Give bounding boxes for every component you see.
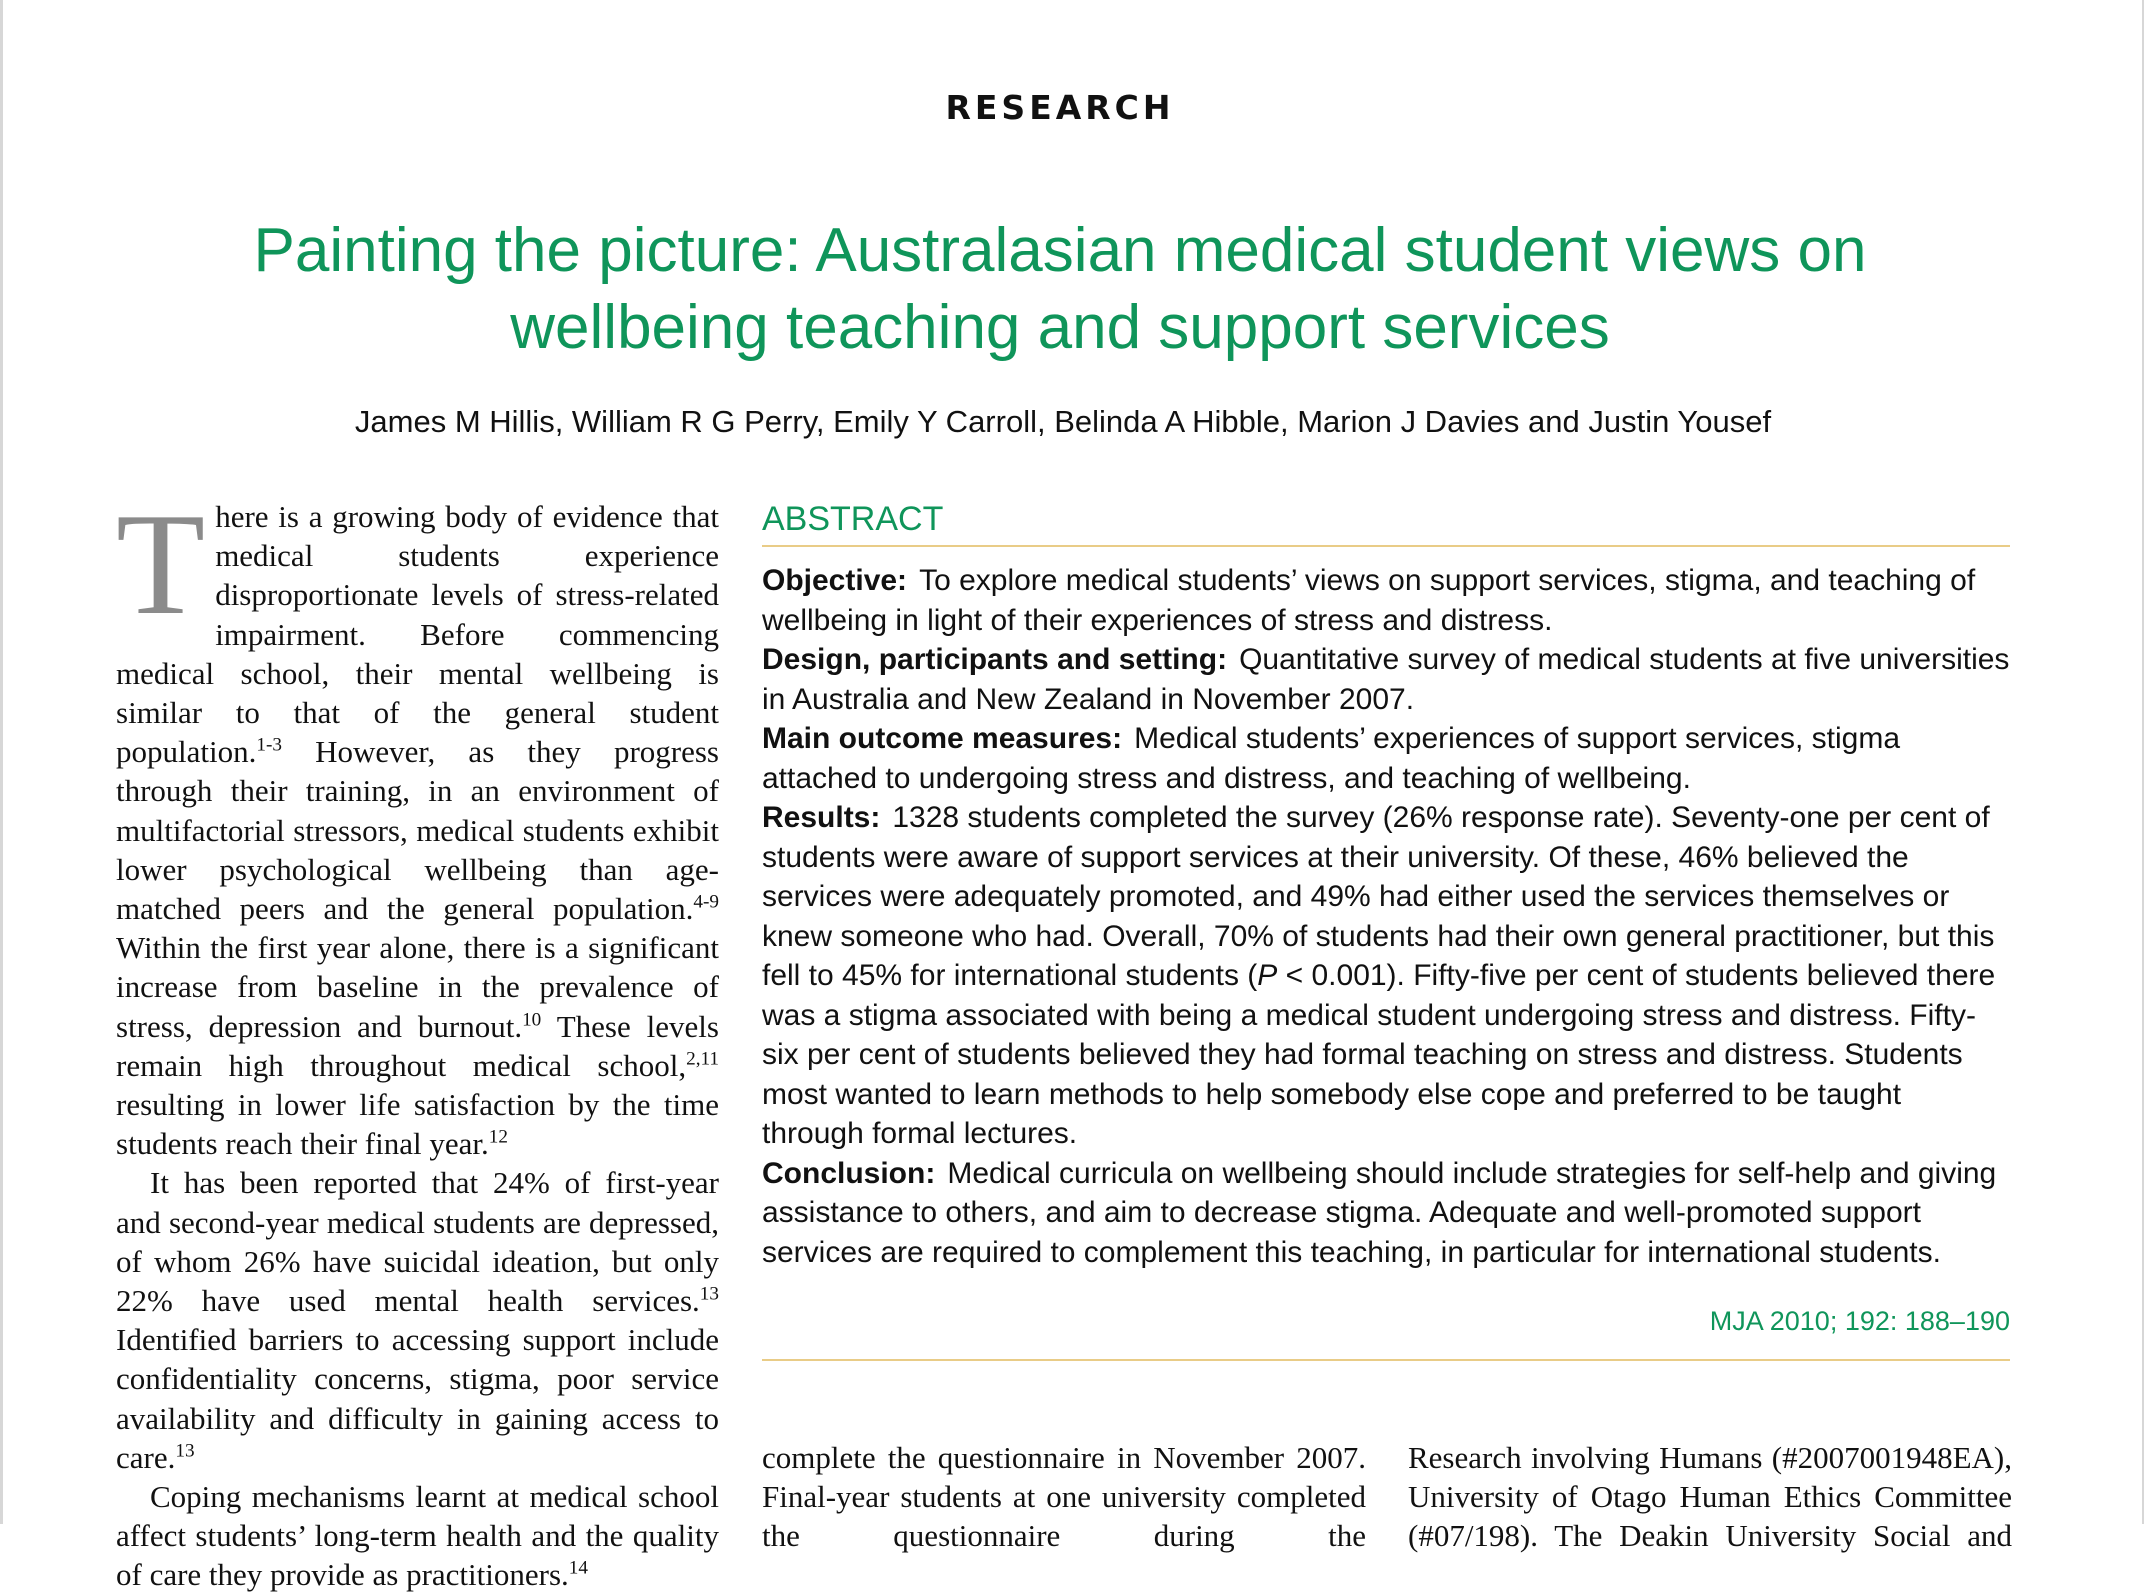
drop-cap: T <box>116 483 206 645</box>
abstract-heading: ABSTRACT <box>762 500 2010 547</box>
citation-ref[interactable]: 14 <box>568 1558 588 1580</box>
body-text-fragment: Research involving Humans (#2007001948EA), University of Otago Human Ethics Committee (#07/198). The Deakin University Social and <box>1408 1440 2012 1554</box>
body-text-fragment: complete the questionnaire in November 2007. Final-year students at one university completed the questionnaire during the <box>762 1440 1366 1554</box>
body-paragraph-3: Coping mechanisms learnt at medical school affect students’ long-term health and the quality of care they provide as practitioners.$^{14}$ <box>116 1479 719 1593</box>
citation-ref[interactable]: 13 <box>699 1283 719 1305</box>
abstract-label: Design, participants and setting: <box>762 643 1228 676</box>
abstract-objective: Objective: To explore medical students’ views on support services, stigma, and teaching of wellbeing in light of their experiences of stress and distress. <box>762 564 1976 637</box>
abstract-results: Results: 1328 students completed the survey (26% response rate). Seventy-one per cent of students were aware of support services at their university. Of these, 46% believed the services were adequately promoted, and 49% had either used the services themselves or knew someone who had. Overall, 70% of students had their own general practitioner, but this fell to 45% for international students (P < 0.001). Fifty-five per cent of students believed there was a stigma associated with being a medical student undergoing stress and distress. Fifty-six per cent of students believed they had formal teaching on stress and distress. Students most wanted to learn methods to help somebody else cope and preferred to be taught through formal lectures. <box>762 801 1996 1150</box>
abstract-label: Objective: <box>762 564 908 597</box>
citation-ref[interactable]: 4-9 <box>693 891 719 913</box>
body-column-right <box>1408 1438 2012 1556</box>
abstract-box <box>762 500 2010 1361</box>
section-label: RESEARCH <box>945 88 1175 127</box>
body-paragraph-2: It has been reported that 24% of first-year and second-year medical students are depressed, of whom 26% have suicidal ideation, but only 22% have used mental health services.$^{13}$ Identified barriers to accessing support include confidentiality concerns, stigma, poor service availability and difficulty in gaining access to care.$^{13}$ <box>116 1165 719 1475</box>
citation-ref[interactable]: 10 <box>522 1009 542 1031</box>
abstract-conclusion: Conclusion: Medical curricula on wellbeing should include strategies for self-help and giving assistance to others, and aim to decrease stigma. Adequate and well-promoted support services are required to complement this teaching, in particular for international students. <box>762 1156 1997 1269</box>
page-edge-left <box>0 0 3 1524</box>
article-title: Painting the picture: Australasian medical student views on wellbeing teaching and support services <box>253 216 1867 362</box>
abstract-outcome: Main outcome measures: Medical students’ experiences of support services, stigma attached to undergoing stress and distress, and teaching of wellbeing. <box>762 722 1901 795</box>
citation-ref[interactable]: 13 <box>175 1440 195 1462</box>
body-column-middle <box>762 1438 1366 1556</box>
journal-citation: MJA 2010; 192: 188–190 <box>762 1306 2010 1361</box>
abstract-label: Results: <box>762 801 881 834</box>
abstract-label: Conclusion: <box>762 1156 936 1190</box>
abstract-label: Main outcome measures: <box>762 722 1123 755</box>
author-list: James M Hillis, William R G Perry, Emily Y Carroll, Belinda A Hibble, Marion J Davies and Justin Yousef <box>354 404 1772 439</box>
abstract-design: Design, participants and setting: Quantitative survey of medical students at five universities in Australia and New Zealand in November 2007. <box>762 643 2010 716</box>
body-paragraph-1: There is a growing body of evidence that medical students experience disproportionate levels of stress-related impairment. Before commencing medical school, their mental wellbeing is similar to that of the general student population.$^{1-3}$ However, as they progress through their training, in an environment of multifactorial stressors, medical students exhibit lower psychological wellbeing than age-matched peers and the general population.$^{4-9}$ Within the first year alone, there is a significant increase from baseline in the prevalence of stress, depression and burnout.$^{10}$ These levels remain high throughout medical school,$^{2,11}$ resulting in lower life satisfaction by the time students reach their final year.$^{12}$ <box>116 483 719 1162</box>
citation-ref[interactable]: 1-3 <box>256 734 282 756</box>
citation-ref[interactable]: 2,11 <box>686 1048 719 1070</box>
body-column-left <box>116 483 719 1595</box>
citation-ref[interactable]: 12 <box>488 1126 508 1148</box>
